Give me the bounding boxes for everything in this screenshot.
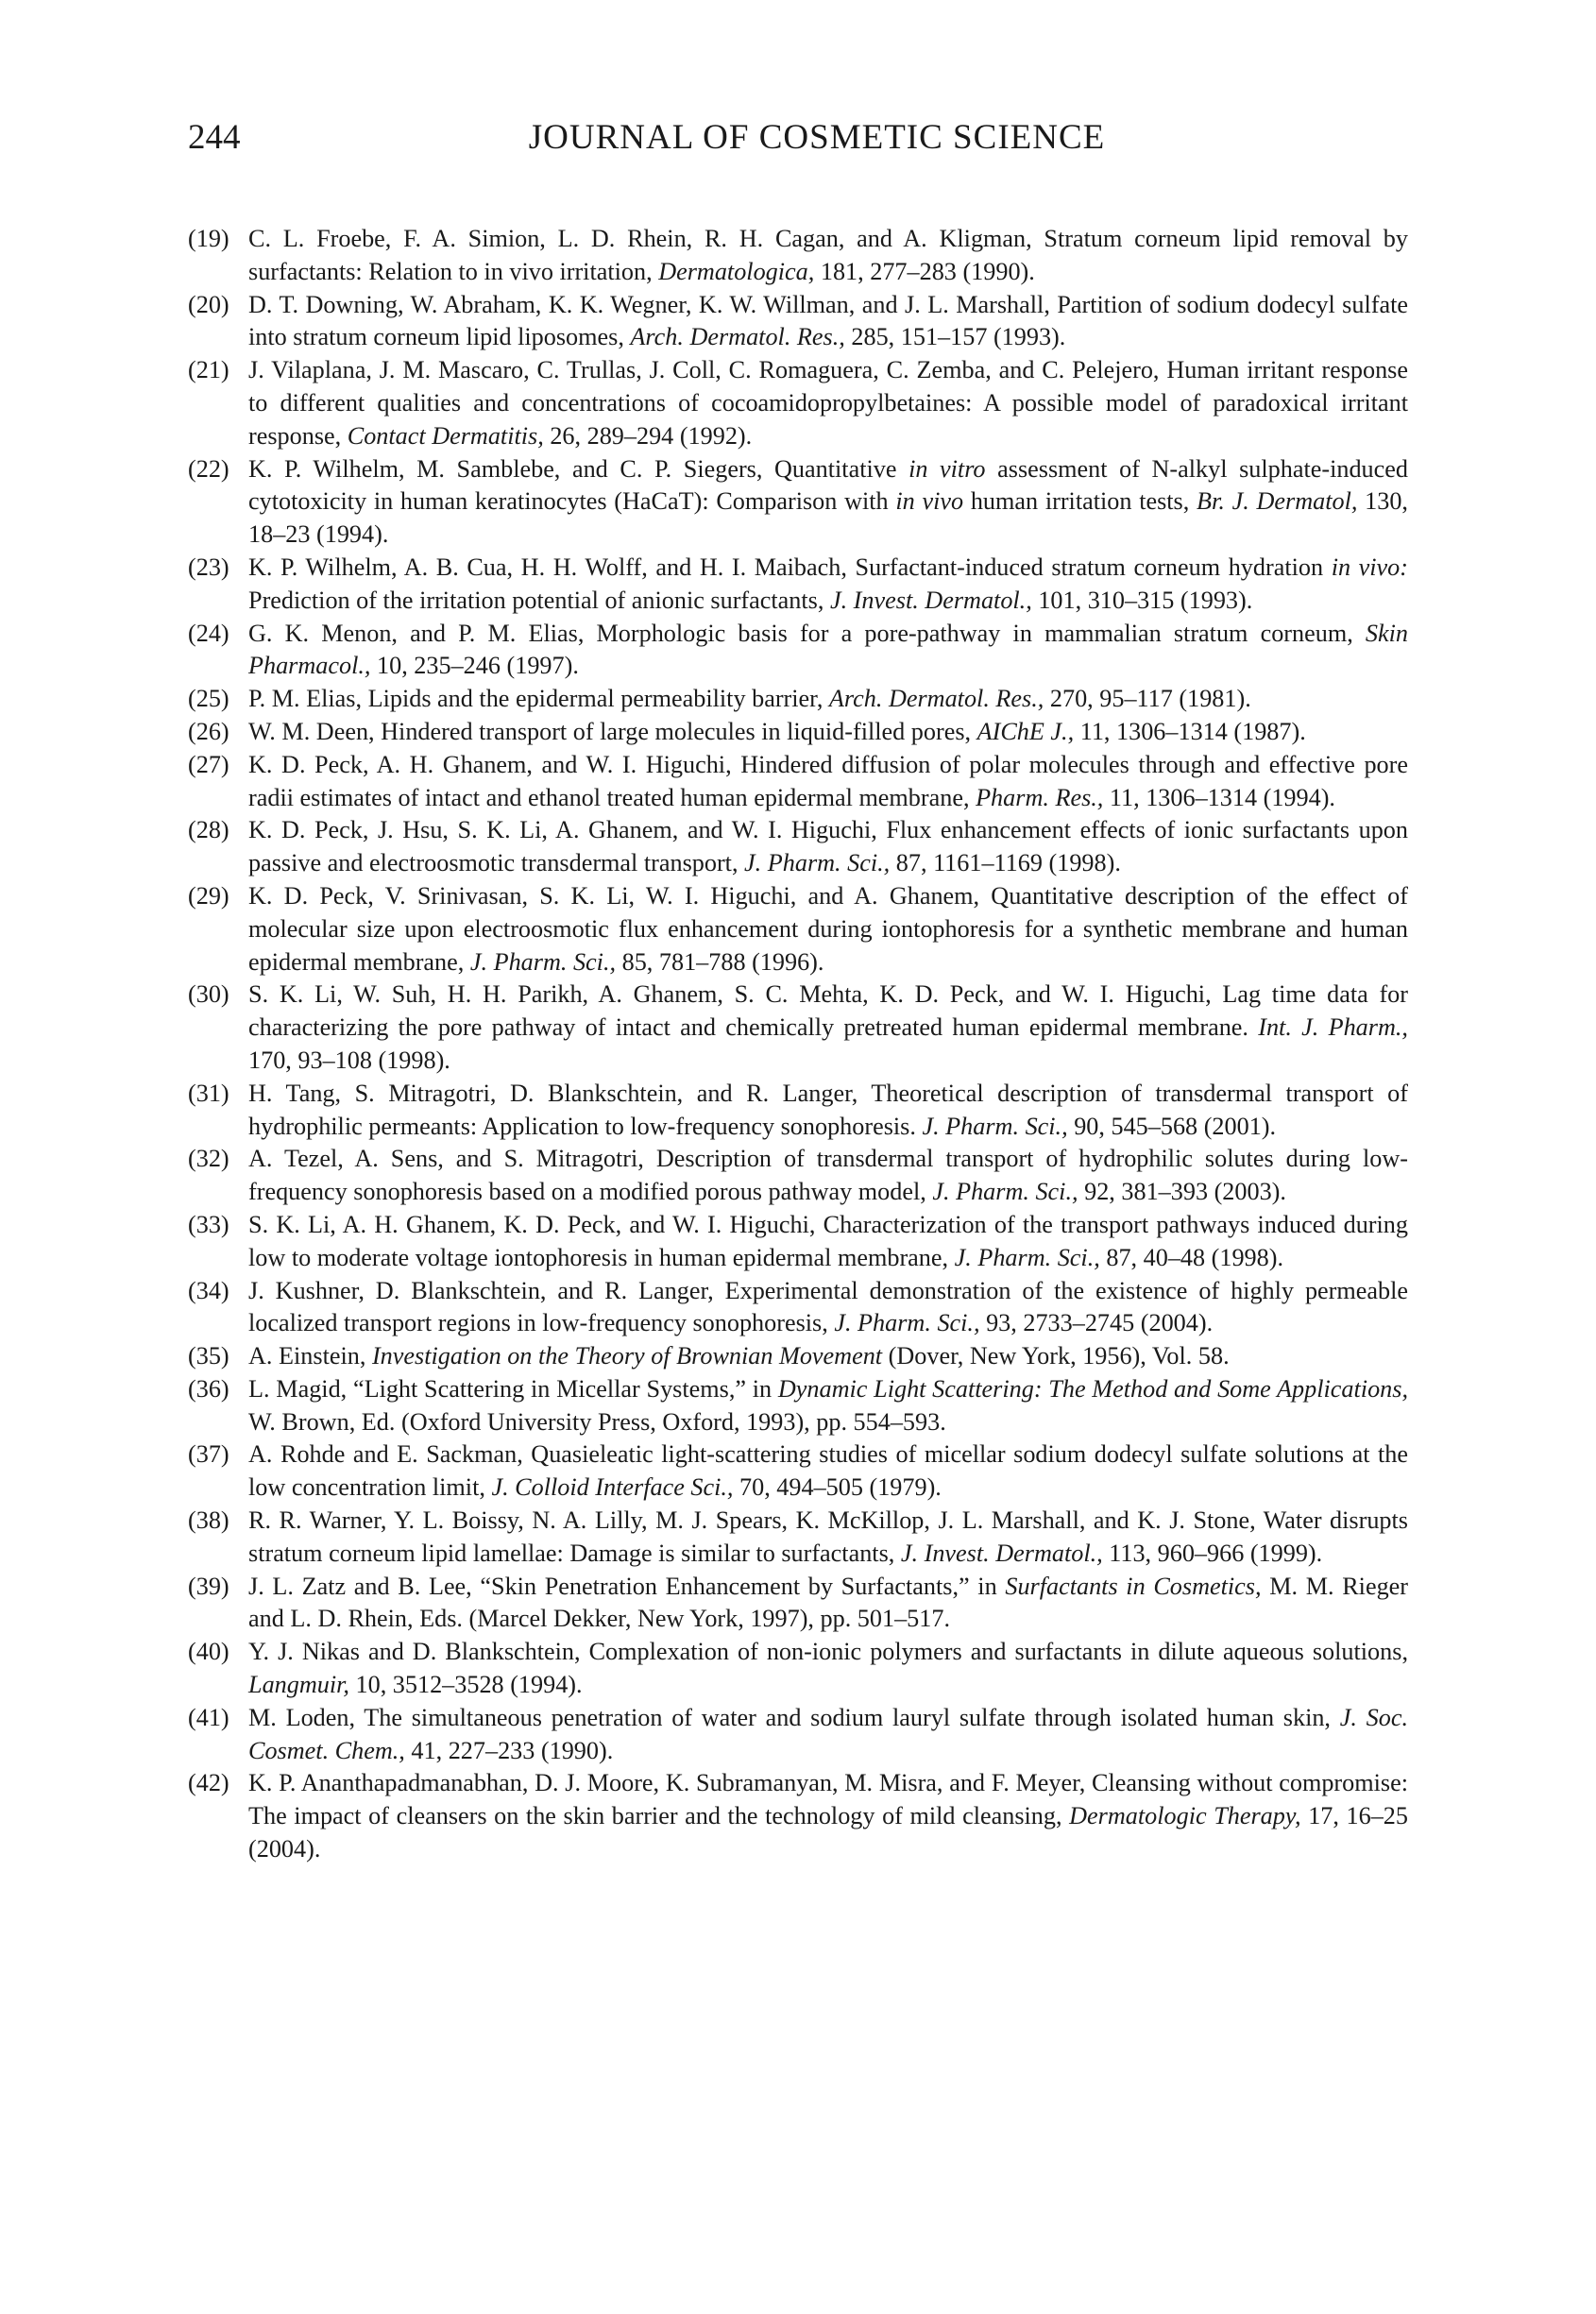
page-header	[188, 117, 1408, 164]
reference-number: (41)	[188, 1703, 229, 1731]
reference-segment: human irritation tests,	[963, 487, 1197, 516]
reference-source-italic: Br. J. Dermatol,	[1197, 487, 1358, 516]
reference-item	[188, 289, 1408, 355]
reference-number: (32)	[188, 1145, 229, 1173]
reference-number: (23)	[188, 553, 229, 581]
reference-segment: 85, 781–788 (1996).	[616, 947, 824, 976]
reference-segment: 11, 1306–1314 (1994).	[1103, 783, 1335, 811]
reference-segment: K. P. Wilhelm, M. Samblebe, and C. P. Siegers, Quantitative	[248, 454, 909, 483]
reference-source-italic: J. Pharm. Sci.,	[834, 1309, 980, 1337]
reference-item	[188, 618, 1408, 684]
reference-text	[248, 882, 1408, 976]
reference-item	[188, 749, 1408, 815]
reference-source-italic: Investigation on the Theory of Brownian Movement	[371, 1342, 883, 1370]
reference-source-italic: Langmuir,	[248, 1671, 349, 1699]
reference-segment: 113, 960–966 (1999).	[1102, 1539, 1323, 1567]
reference-source-italic: Arch. Dermatol. Res.,	[630, 323, 845, 351]
reference-source-italic: Pharm. Res.,	[976, 783, 1104, 811]
reference-segment: 90, 545–568 (2001).	[1067, 1112, 1277, 1140]
reference-item	[188, 354, 1408, 452]
reference-text	[248, 1638, 1408, 1698]
reference-segment: assessment of N-alkyl sulphate-induced cytotoxicity in human keratinocytes (HaCaT): Comparison with	[248, 454, 1408, 516]
reference-segment: 11, 1306–1314 (1987).	[1074, 717, 1306, 745]
reference-item	[188, 1275, 1408, 1341]
reference-text	[248, 553, 1408, 614]
reference-segment: J. L. Zatz and B. Lee, “Skin Penetration Enhancement by Surfactants,” in	[248, 1572, 1006, 1600]
reference-text	[248, 685, 1251, 712]
reference-item	[188, 1373, 1408, 1439]
reference-source-italic: AIChE J.,	[976, 717, 1075, 745]
reference-source-italic: J. Pharm. Sci.,	[469, 947, 617, 976]
reference-item	[188, 1767, 1408, 1865]
reference-text	[248, 1145, 1408, 1205]
reference-number: (31)	[188, 1079, 229, 1107]
reference-number: (20)	[188, 290, 229, 318]
reference-segment: (Dover, New York, 1956), Vol. 58.	[882, 1342, 1230, 1370]
reference-source-italic: J. Pharm. Sci.,	[922, 1112, 1068, 1140]
reference-segment: P. M. Elias, Lipids and the epidermal permeability barrier,	[248, 685, 829, 713]
reference-segment: 87, 1161–1169 (1998).	[890, 849, 1121, 877]
reference-segment: M. Loden, The simultaneous penetration of water and sodium lauryl sulfate through isolated human skin,	[248, 1703, 1340, 1731]
reference-number: (22)	[188, 454, 229, 483]
reference-text	[248, 356, 1408, 450]
reference-number: (21)	[188, 356, 229, 384]
reference-segment: K. D. Peck, V. Srinivasan, S. K. Li, W. I. Higuchi, and A. Ghanem, Quantitative description of the effect of molecular size upon electroosmotic flux enhancement during iontophoresis for a synthetic membrane and human epidermal membrane,	[248, 881, 1408, 976]
reference-source-italic: in vivo	[895, 487, 964, 516]
reference-source-italic: J. Soc. Cosmet. Chem.,	[248, 1703, 1408, 1764]
reference-source-italic: J. Colloid Interface Sci.,	[491, 1473, 734, 1502]
reference-segment: H. Tang, S. Mitragotri, D. Blankschtein, and R. Langer, Theoretical description of transdermal transport of hydrophilic permeants: Application to low-frequency sonophoresis.	[248, 1079, 1408, 1140]
reference-segment: 10, 3512–3528 (1994).	[348, 1671, 583, 1699]
reference-segment: 181, 277–283 (1990).	[814, 257, 1035, 285]
reference-source-italic: J. Pharm. Sci.,	[932, 1178, 1078, 1206]
journal-title: JOURNAL OF COSMETIC SCIENCE	[528, 118, 1106, 157]
reference-source-italic: Dermatologica,	[658, 257, 815, 285]
reference-source-italic: Contact Dermatitis,	[347, 421, 544, 450]
reference-number: (27)	[188, 750, 229, 778]
reference-number: (25)	[188, 685, 229, 713]
reference-segment: J. Kushner, D. Blankschtein, and R. Langer, Experimental demonstration of the existence of highly permeable localized transport regions in low-frequency sonophoresis,	[248, 1276, 1408, 1337]
reference-text	[248, 751, 1408, 811]
reference-number: (38)	[188, 1506, 229, 1535]
reference-segment: K. D. Peck, J. Hsu, S. K. Li, A. Ghanem, and W. I. Higuchi, Flux enhancement effects of ionic surfactants upon passive and electroosmotic transdermal transport,	[248, 816, 1408, 877]
reference-item	[188, 880, 1408, 978]
reference-segment: Y. J. Nikas and D. Blankschtein, Complexation of non-ionic polymers and surfactants in dilute aqueous solutions,	[248, 1638, 1408, 1666]
reference-text	[248, 816, 1408, 876]
reference-source-italic: J. Invest. Dermatol.,	[829, 586, 1032, 614]
reference-item	[188, 683, 1408, 716]
reference-segment: A. Tezel, A. Sens, and S. Mitragotri, Description of transdermal transport of hydrophilic solutes during low-frequency sonophoresis based on a modified porous pathway model,	[248, 1145, 1408, 1206]
reference-text	[248, 1769, 1408, 1863]
reference-segment: L. Magid, “Light Scattering in Micellar Systems,” in	[248, 1374, 778, 1403]
reference-text	[248, 1375, 1408, 1436]
reference-number: (40)	[188, 1638, 229, 1666]
reference-source-italic: Dermatologic Therapy,	[1069, 1802, 1301, 1830]
reference-text	[248, 980, 1408, 1074]
reference-text	[248, 291, 1408, 351]
reference-segment: 130, 18–23 (1994).	[248, 487, 1408, 549]
reference-item	[188, 223, 1408, 289]
reference-item	[188, 552, 1408, 618]
reference-source-italic: J. Invest. Dermatol.,	[900, 1539, 1103, 1567]
reference-source-italic: Surfactants in Cosmetics,	[1005, 1572, 1262, 1600]
reference-number: (34)	[188, 1276, 229, 1304]
page-number: 244	[188, 118, 241, 157]
reference-segment: 285, 151–157 (1993).	[844, 323, 1066, 351]
reference-segment: J. Vilaplana, J. M. Mascaro, C. Trullas, J. Coll, C. Romaguera, C. Zemba, and C. Pelejero, Human irritant response to different qualities and concentrations of cocoamidopropylbetaines: A possible model of paradoxical irritant response,	[248, 356, 1408, 450]
reference-source-italic: Int. J. Pharm.,	[1258, 1013, 1408, 1042]
reference-text	[248, 1080, 1408, 1140]
reference-item	[188, 1143, 1408, 1209]
reference-source-italic: J. Pharm. Sci.,	[954, 1243, 1100, 1271]
reference-segment: S. K. Li, W. Suh, H. H. Parikh, A. Ghanem, S. C. Mehta, K. D. Peck, and W. I. Higuchi, Lag time data for characterizing the pore pathway of intact and chemically pretreated human epidermal membrane.	[248, 980, 1408, 1042]
reference-text	[248, 1704, 1408, 1764]
reference-segment: A. Einstein,	[248, 1342, 372, 1370]
reference-segment: R. R. Warner, Y. L. Boissy, N. A. Lilly, M. J. Spears, K. McKillop, J. L. Marshall, and K. J. Stone, Water disrupts stratum corneum lipid lamellae: Damage is similar to surfactants,	[248, 1506, 1408, 1567]
reference-text	[248, 620, 1408, 680]
reference-item	[188, 1209, 1408, 1275]
reference-segment: Prediction of the irritation potential of anionic surfactants,	[248, 586, 830, 614]
reference-text	[248, 1277, 1408, 1337]
reference-list	[188, 223, 1408, 1866]
reference-item	[188, 1078, 1408, 1144]
reference-segment: 10, 235–246 (1997).	[370, 652, 579, 680]
reference-text	[248, 1506, 1408, 1567]
reference-text	[248, 718, 1306, 745]
reference-source-italic: in vivo:	[1331, 553, 1408, 581]
reference-segment: 170, 93–108 (1998).	[248, 1046, 450, 1074]
reference-segment: W. Brown, Ed. (Oxford University Press, Oxford, 1993), pp. 554–593.	[248, 1407, 946, 1436]
reference-item	[188, 814, 1408, 880]
reference-segment: 101, 310–315 (1993).	[1031, 586, 1253, 614]
reference-text	[248, 455, 1408, 549]
reference-segment: 92, 381–393 (2003).	[1078, 1178, 1286, 1206]
reference-number: (24)	[188, 619, 229, 647]
reference-text	[248, 1211, 1408, 1271]
reference-source-italic: Skin Pharmacol.,	[248, 619, 1408, 680]
reference-item	[188, 1340, 1408, 1373]
reference-number: (35)	[188, 1342, 229, 1370]
reference-item	[188, 978, 1408, 1077]
reference-segment: D. T. Downing, W. Abraham, K. K. Wegner, K. W. Willman, and J. L. Marshall, Partition of sodium dodecyl sulfate into stratum corneum lipid liposomes,	[248, 290, 1408, 351]
reference-number: (42)	[188, 1769, 229, 1797]
reference-item	[188, 453, 1408, 552]
reference-number: (39)	[188, 1572, 229, 1600]
reference-number: (19)	[188, 225, 229, 252]
reference-item	[188, 1636, 1408, 1702]
reference-segment: 41, 227–233 (1990).	[404, 1736, 614, 1764]
reference-number: (33)	[188, 1210, 229, 1238]
reference-number: (28)	[188, 816, 229, 844]
reference-segment: A. Rohde and E. Sackman, Quasieleatic light-scattering studies of micellar sodium dodecyl sulfate solutions at the low concentration limit,	[248, 1440, 1408, 1502]
reference-source-italic: Dynamic Light Scattering: The Method and Some Applications,	[777, 1374, 1408, 1403]
reference-number: (29)	[188, 881, 229, 910]
reference-source-italic: Arch. Dermatol. Res.,	[828, 685, 1044, 713]
reference-number: (30)	[188, 980, 229, 1009]
reference-segment: 26, 289–294 (1992).	[543, 421, 753, 450]
reference-number: (37)	[188, 1440, 229, 1469]
reference-segment: K. P. Ananthapadmanabhan, D. J. Moore, K. Subramanyan, M. Misra, and F. Meyer, Cleansing without compromise: The impact of cleansers on the skin barrier and the technology of mild cleansing,	[248, 1769, 1408, 1830]
reference-text	[248, 1440, 1408, 1501]
reference-segment: 93, 2733–2745 (2004).	[979, 1309, 1214, 1337]
reference-number: (26)	[188, 717, 229, 745]
reference-source-italic: in vitro	[908, 454, 986, 483]
reference-segment: G. K. Menon, and P. M. Elias, Morphologic basis for a pore-pathway in mammalian stratum corneum,	[248, 619, 1366, 647]
reference-item	[188, 1505, 1408, 1571]
reference-item	[188, 716, 1408, 749]
reference-text	[248, 1342, 1230, 1370]
reference-number: (36)	[188, 1374, 229, 1403]
reference-segment: S. K. Li, A. H. Ghanem, K. D. Peck, and W. I. Higuchi, Characterization of the transport pathways induced during low to moderate voltage iontophoresis in human epidermal membrane,	[248, 1210, 1408, 1271]
reference-segment: M. M. Rieger and L. D. Rhein, Eds. (Marcel Dekker, New York, 1997), pp. 501–517.	[248, 1572, 1409, 1633]
reference-text	[248, 225, 1408, 285]
reference-segment: 87, 40–48 (1998).	[1099, 1243, 1284, 1271]
reference-segment: K. D. Peck, A. H. Ghanem, and W. I. Higuchi, Hindered diffusion of polar molecules through and effective pore radii estimates of intact and ethanol treated human epidermal membrane,	[248, 750, 1408, 811]
reference-segment: 70, 494–505 (1979).	[733, 1473, 942, 1502]
reference-segment: K. P. Wilhelm, A. B. Cua, H. H. Wolff, and H. I. Maibach, Surfactant-induced stratum corneum hydration	[248, 553, 1332, 581]
reference-segment: 270, 95–117 (1981).	[1044, 685, 1251, 713]
reference-source-italic: J. Pharm. Sci.,	[744, 849, 891, 877]
reference-item	[188, 1571, 1408, 1637]
reference-text	[248, 1573, 1408, 1633]
reference-item	[188, 1438, 1408, 1505]
reference-item	[188, 1702, 1408, 1768]
reference-segment: W. M. Deen, Hindered transport of large molecules in liquid-filled pores,	[248, 717, 977, 745]
reference-segment: C. L. Froebe, F. A. Simion, L. D. Rhein, R. H. Cagan, and A. Kligman, Stratum corneum lipid removal by surfactants: Relation to in vivo irritation,	[248, 225, 1408, 285]
reference-segment: 17, 16–25 (2004).	[248, 1802, 1408, 1863]
